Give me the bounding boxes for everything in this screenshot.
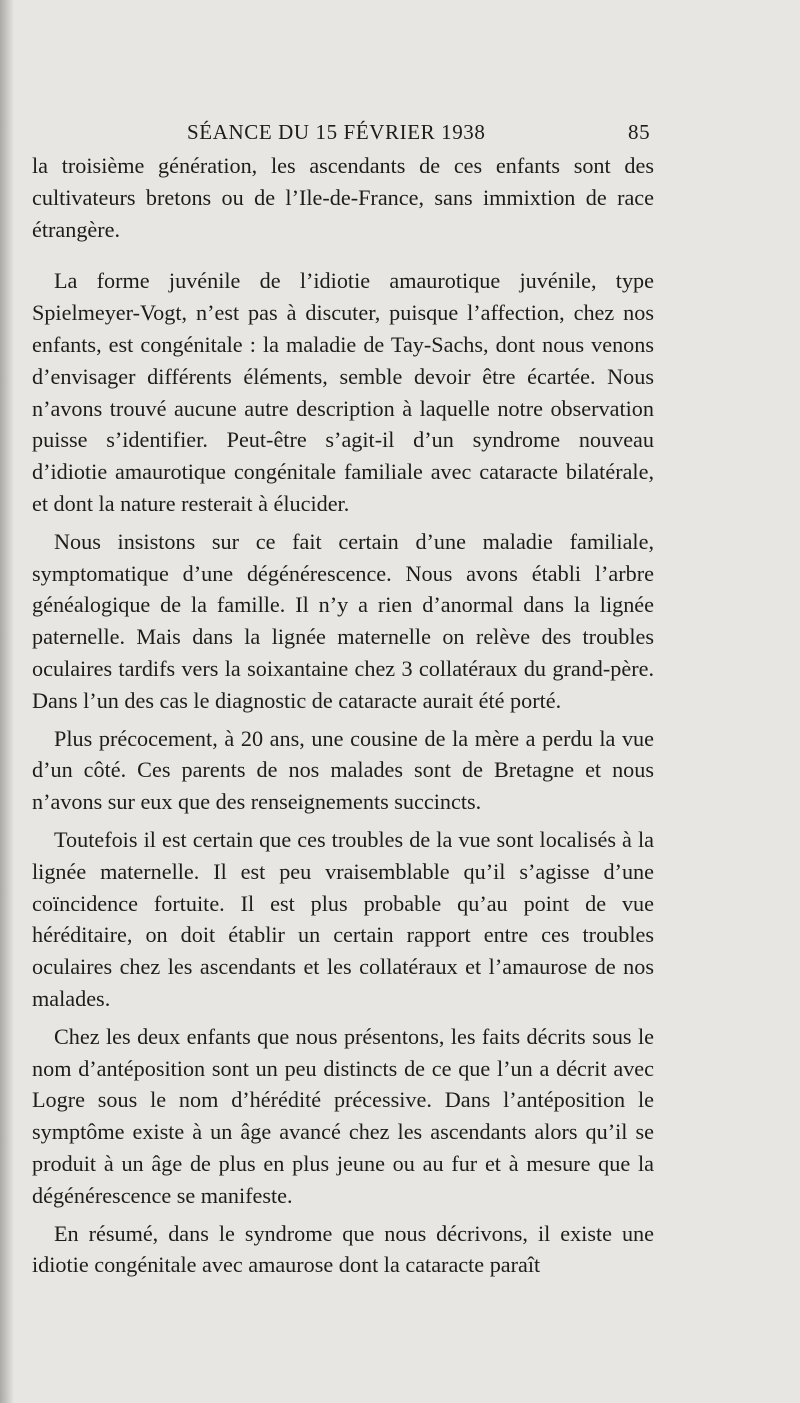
body-text <box>32 150 654 1281</box>
paragraph-continuation: la troisième génération, les ascendants de ces enfants sont des cultivateurs bretons ou de l’Ile-de-France, sans immixtion de race étrangère. <box>32 153 654 242</box>
page-gutter-shadow <box>0 0 14 1403</box>
paragraph: Plus précocement, à 20 ans, une cousine de la mère a perdu la vue d’un côté. Ces parents de nos malades sont de Bretagne et nous n’avons sur eux que des renseignements succincts. <box>32 725 654 815</box>
paragraph: Toutefois il est certain que ces troubles de la vue sont localisés à la lignée maternelle. Il est peu vraisemblable qu’il s’agisse d’une coïncidence fortuite. Il est plus probable qu’au point de vue héréditaire, on doit établir un certain rapport entre ces troubles oculaires chez les ascendants et les collatéraux et l’amaurose de nos malades. <box>32 826 654 1011</box>
running-header <box>32 116 654 150</box>
page-number: 85 <box>628 120 651 144</box>
paragraph: Chez les deux enfants que nous présentons, les faits décrits sous le nom d’antéposition sont un peu distincts de ce que l’un a décrit avec Logre sous le nom d’hérédité précessive. Dans l’antéposition le symptôme existe à un âge avancé chez les ascendants alors qu’il se produit à un âge de plus en plus jeune ou au fur et à mesure que la dégénérescence se manifeste. <box>32 1023 654 1208</box>
paragraph: En résumé, dans le syndrome que nous décrivons, il existe une idiotie congénitale avec amaurose dont la cataracte paraît <box>32 1220 654 1278</box>
running-title: SÉANCE DU 15 FÉVRIER 1938 <box>187 120 486 144</box>
paragraph: Nous insistons sur ce fait certain d’une maladie familiale, symptomatique d’une dégénérescence. Nous avons établi l’arbre généalogique de la famille. Il n’y a rien d’anormal dans la lignée paternelle. Mais dans la lignée maternelle on relève des troubles oculaires tardifs vers la soixantaine chez 3 collatéraux du grand-père. Dans l’un des cas le diagnostic de cataracte aurait été porté. <box>32 528 654 713</box>
paragraph: La forme juvénile de l’idiotie amaurotique juvénile, type Spielmeyer-Vogt, n’est pas à discuter, puisque l’affection, chez nos enfants, est congénitale : la maladie de Tay-Sachs, dont nous venons d’envisager différents éléments, semble devoir être écartée. Nous n’avons trouvé aucune autre description à laquelle notre observation puisse s’identifier. Peut-être s’agit-il d’un syndrome nouveau d’idiotie amaurotique congénitale familiale avec cataracte bilatérale, et dont la nature resterait à élucider. <box>32 268 654 516</box>
